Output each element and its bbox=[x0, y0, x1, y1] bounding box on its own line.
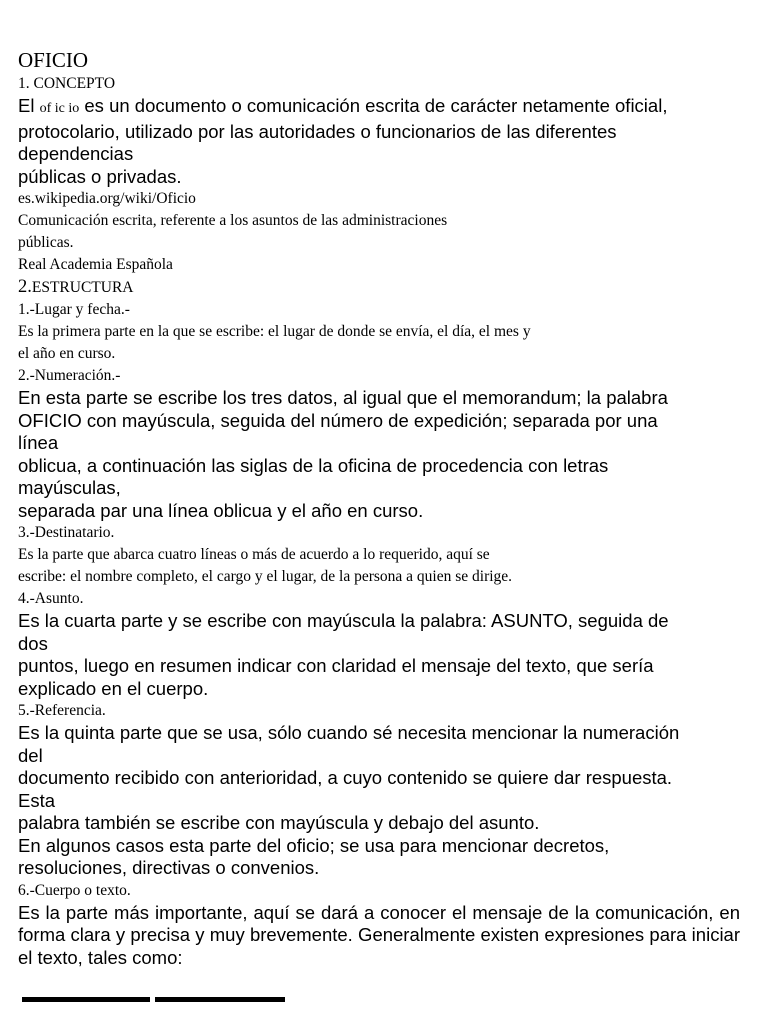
item-text-line: OFICIO con mayúscula, seguida del número de expedición; separada por una bbox=[18, 409, 658, 431]
item-text-line: En algunos casos esta parte del oficio; se usa para mencionar decretos, bbox=[18, 834, 610, 856]
item-text-line: resoluciones, directivas o convenios. bbox=[18, 857, 320, 878]
concept-lead: El bbox=[18, 95, 35, 116]
item-text-line: Es la parte que abarca cuatro líneas o más de acuerdo a lo requerido, aquí se bbox=[18, 546, 490, 563]
item-heading-numeracion: 2.-Numeración.- bbox=[18, 367, 121, 384]
section-heading-text: ESTRUCTURA bbox=[31, 279, 134, 296]
rae-definition-line: Comunicación escrita, referente a los asuntos de las administraciones bbox=[18, 212, 448, 229]
item-heading-asunto: 4.-Asunto. bbox=[18, 590, 84, 607]
concept-line: protocolario, utilizado por las autoridades o funcionarios de las diferentes bbox=[18, 120, 617, 142]
section-heading-concepto: 1. CONCEPTO bbox=[18, 75, 116, 92]
item-text-line: oblicua, a continuación las siglas de la oficina de procedencia con letras bbox=[18, 454, 609, 476]
concept-line: dependencias bbox=[18, 143, 134, 164]
item-text-line: el año en curso. bbox=[18, 345, 116, 362]
concept-word: of ic io bbox=[39, 101, 80, 116]
item-text-line: del bbox=[18, 744, 43, 766]
item-heading-lugar: 1.-Lugar y fecha.- bbox=[18, 301, 130, 318]
signature-line-right bbox=[155, 997, 285, 1002]
concept-rest: es un documento o comunicación escrita de carácter netamente oficial, bbox=[84, 95, 668, 116]
item-heading-destinatario: 3.-Destinatario. bbox=[18, 524, 115, 541]
item-text-line: Esta bbox=[18, 789, 56, 811]
rae-definition-line: públicas. bbox=[18, 234, 74, 251]
section-number: 2. bbox=[18, 277, 32, 297]
concept-line: públicas o privadas. bbox=[18, 165, 182, 187]
item-text-line: Es la primera parte en la que se escribe: el lugar de donde se envía, el día, el mes y bbox=[18, 323, 531, 340]
item-text-line: dos bbox=[18, 632, 48, 654]
item-text-line: escribe: el nombre completo, el cargo y el lugar, de la persona a quien se dirige. bbox=[18, 568, 513, 585]
item-text-line: mayúsculas, bbox=[18, 477, 121, 498]
item-text-line: puntos, luego en resumen indicar con claridad el mensaje del texto, que sería bbox=[18, 655, 654, 676]
item-heading-cuerpo: 6.-Cuerpo o texto. bbox=[18, 881, 131, 899]
item-heading-referencia: 5.-Referencia. bbox=[18, 702, 106, 719]
concept-first-line bbox=[18, 95, 748, 121]
item-text-line: Es la quinta parte que se usa, sólo cuando sé necesita mencionar la numeración bbox=[18, 722, 680, 743]
item-paragraph-cuerpo: Es la parte más importante, aquí se dará a conocer el mensaje de la comunicación, en forma clara y precisa y muy brevemente. Generalmente existen expresiones para iniciar el texto, tales como: bbox=[18, 901, 740, 968]
item-text-line: explicado en el cuerpo. bbox=[18, 677, 209, 699]
item-text-line: línea bbox=[18, 432, 59, 453]
signature-line-left bbox=[22, 997, 150, 1002]
document-page bbox=[18, 48, 748, 969]
item-text-line: Es la cuarta parte y se escribe con mayúscula la palabra: ASUNTO, seguida de bbox=[18, 610, 669, 631]
rae-source: Real Academia Española bbox=[18, 256, 173, 273]
document-title: OFICIO bbox=[18, 48, 89, 72]
item-text-line: En esta parte se escribe los tres datos, al igual que el memorandum; la palabra bbox=[18, 387, 668, 408]
section-heading-estructura bbox=[18, 276, 748, 299]
source-url: es.wikipedia.org/wiki/Oficio bbox=[18, 190, 196, 207]
item-text-line: palabra también se escribe con mayúscula y debajo del asunto. bbox=[18, 812, 540, 833]
item-text-line: separada par una línea oblicua y el año en curso. bbox=[18, 499, 424, 521]
item-text-line: documento recibido con anterioridad, a cuyo contenido se quiere dar respuesta. bbox=[18, 767, 673, 788]
